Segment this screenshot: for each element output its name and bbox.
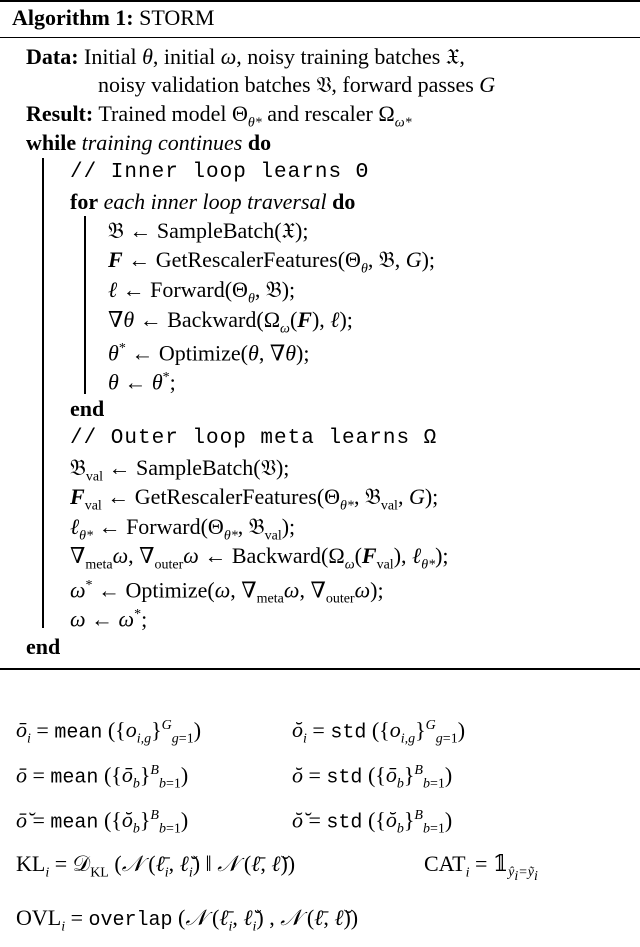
algo-line-inner-1: 𝔅 ← SampleBatch(𝔛); xyxy=(108,218,309,243)
algo-line-outer-2: $F_{val}$ ← $GetRescalerFeatures(\Theta_{\theta*}$, 𝔅$_{val}$, G); xyxy=(70,484,439,514)
equation-5: $OVL_i$ = overlap (𝒩 ($\ell̄_i$, $\ell̆_i$) , 𝒩 (ℓ̄, ℓ̆)) xyxy=(16,905,359,935)
algo-line-end-while: end xyxy=(26,634,61,659)
algo-line-outer-1: 𝔅$_{val}$ ← SampleBatch(𝔙); xyxy=(70,455,290,485)
algo-line-end-for: end xyxy=(70,396,105,421)
algo-line-outer-6: ω ← ω*; xyxy=(70,606,148,632)
equation-1: $ō_i$ = mean $(\{o_{i,g}\}^G_{g=1})$ xyxy=(16,717,202,747)
equation-4b: $CAT_i$ = $𝟙_{ŷ_i=ỹ_i}$ xyxy=(424,851,538,885)
algo-line-comment-outer: // Outer loop meta learns Ω xyxy=(70,427,438,450)
algorithm-title-rule xyxy=(0,37,640,38)
algorithm-top-rule xyxy=(0,0,640,2)
algo-line-inner-6: θ ← θ*; xyxy=(108,369,176,395)
algo-line-data-1: Data: Initial θ, initial ω, noisy training batches 𝔛, xyxy=(26,44,465,69)
algo-line-outer-3: ℓ$_{\theta*}$ ← $Forward(\Theta_{\theta*}$, 𝔅$_{val}$); xyxy=(70,514,296,544)
equation-1b: $ŏ_i$ = std $(\{o_{i,g}\}^G_{g=1})$ xyxy=(292,717,466,747)
equation-2b: ŏ = std $(\{ō_b\}^B_{b=1})$ xyxy=(292,762,453,792)
algo-line-comment-inner: // Inner loop learns Θ xyxy=(70,161,370,184)
algo-line-data-2: noisy validation batches 𝔙, forward passes G xyxy=(98,72,496,97)
equation-4: $KL_i$ = 𝒟$_{KL}$ (𝒩 ($\ell̄_i$, $\ell̆_i$) ‖ 𝒩 (ℓ̄, ℓ̆)) xyxy=(16,851,296,881)
algorithm-bottom-rule xyxy=(0,668,640,670)
for-indent-bar xyxy=(84,216,86,394)
algo-line-inner-2: F ← $GetRescalerFeatures(\Theta_\theta$, 𝔅, G); xyxy=(108,247,436,277)
equation-3: ō̆ = mean $(\{ŏ_b\}^B_{b=1})$ xyxy=(16,807,189,837)
algorithm-title xyxy=(12,5,215,31)
algorithm-label: Algorithm 1: xyxy=(12,5,134,30)
algo-line-for: for each inner loop traversal do xyxy=(70,189,356,214)
algo-line-inner-3: ℓ ← $Forward(\Theta_\theta$, 𝔅); xyxy=(108,277,296,307)
algo-line-while: while training continues do xyxy=(26,130,272,155)
algo-line-outer-4: $\nabla_{meta}\omega$, $\nabla_{outer}\omega$ ← $Backward(\Omega_\omega(F_{val})$, ℓ$_{\theta*}$); xyxy=(70,543,449,573)
while-indent-bar xyxy=(42,158,44,628)
algo-line-outer-5: ω* ← Optimize(ω, $\nabla_{meta}\omega$, $\nabla_{outer}\omega$); xyxy=(70,577,384,607)
algo-line-inner-5: θ* ← Optimize(θ, ∇θ); xyxy=(108,340,310,366)
algo-line-result: Result: Trained model $\Theta_{\theta*}$ and rescaler $\Omega_{\omega*}$ xyxy=(26,101,412,131)
algorithm-name: STORM xyxy=(139,5,215,30)
equation-2: ō = mean $(\{ō_b\}^B_{b=1})$ xyxy=(16,762,189,792)
equation-3b: ŏ̆ = std $(\{ŏ_b\}^B_{b=1})$ xyxy=(292,807,453,837)
algo-line-inner-4: ∇θ ← $Backward(\Omega_\omega(F)$, ℓ); xyxy=(108,307,353,337)
